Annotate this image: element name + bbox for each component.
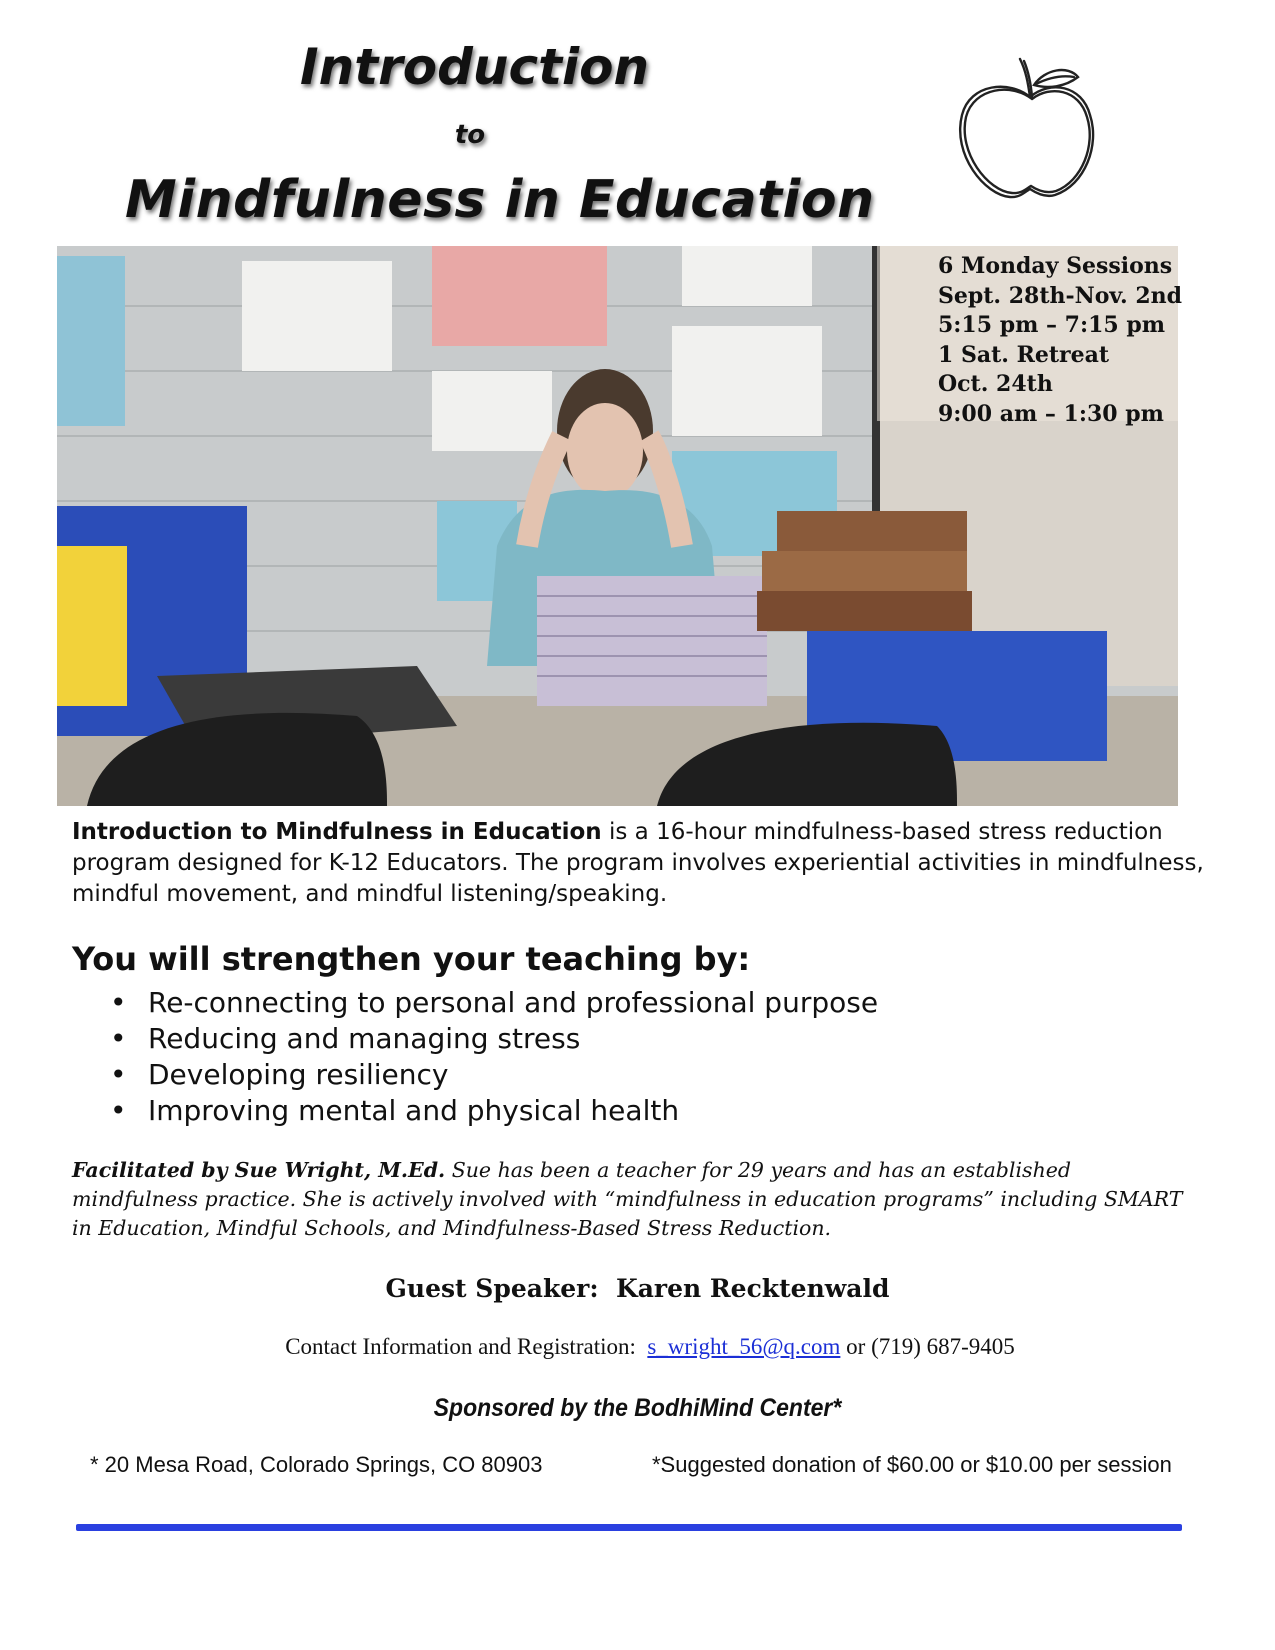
schedule-box	[938, 252, 1183, 429]
facilitator-text: Sue has been a teacher for 29 years and has an established mindfulness practice. She is actively involved with “mindfulness in education programs” including SMART in Education, Mindful Schools, and Mindfulness-Based Stress Reduction.	[72, 1158, 1183, 1240]
intro-paragraph	[72, 817, 1212, 910]
facilitator-bold: Facilitated by Sue Wright, M.Ed.	[72, 1158, 446, 1182]
title-line-3: Mindfulness in Education	[125, 170, 875, 230]
footer-rule	[76, 1524, 1182, 1531]
guest-speaker	[0, 1274, 1275, 1303]
list-item-text: Re-connecting to personal and professional purpose	[148, 986, 879, 1019]
donation-line: *Suggested donation of $60.00 or $10.00 per session	[652, 1452, 1172, 1477]
bullet: •	[110, 1058, 127, 1091]
list-item-text: Improving mental and physical health	[148, 1094, 680, 1127]
contact-line	[0, 1334, 1275, 1360]
contact-label: Contact Information and Registration:	[285, 1334, 636, 1359]
schedule-line: 5:15 pm – 7:15 pm	[938, 312, 1166, 338]
schedule-line: 1 Sat. Retreat	[938, 341, 1110, 368]
facilitator-paragraph	[72, 1156, 1202, 1243]
apple-sketch-icon	[950, 55, 1110, 205]
bullet: •	[110, 1022, 127, 1055]
phone-number: (719) 687-9405	[871, 1334, 1015, 1359]
bullet: •	[110, 986, 127, 1019]
guest-name: Karen Recktenwald	[616, 1274, 890, 1303]
list-item-text: Developing resiliency	[148, 1058, 449, 1091]
schedule-line: 9:00 am – 1:30 pm	[938, 400, 1164, 427]
list-item	[110, 985, 878, 1021]
schedule-line: Oct. 24th	[938, 371, 1053, 397]
list-item-text: Reducing and managing stress	[148, 1022, 581, 1055]
list-item	[110, 1021, 878, 1057]
schedule-line: Sept. 28th-Nov. 2nd	[938, 282, 1183, 309]
intro-text: is a 16-hour mindfulness-based stress reduction program designed for K-12 Educators. The program involves experiential activities in mindfulness, mindful movement, and mindful listening/speaking.	[72, 819, 1204, 907]
benefits-list	[110, 985, 878, 1129]
contact-connector: or	[846, 1334, 866, 1359]
schedule-line: 6 Monday Sessions	[938, 253, 1173, 279]
bullet: •	[110, 1094, 127, 1127]
sponsor-line: Sponsored by the BodhiMind Center*	[433, 1394, 842, 1422]
benefits-heading: You will strengthen your teaching by:	[72, 940, 751, 978]
address-line: * 20 Mesa Road, Colorado Springs, CO 80903	[90, 1452, 543, 1477]
email-link[interactable]: s_wright_56@q.com	[647, 1334, 841, 1359]
title-line-2: to	[454, 120, 486, 150]
list-item	[110, 1093, 878, 1129]
title-line-1: Introduction	[300, 38, 650, 96]
list-item	[110, 1057, 878, 1093]
intro-bold: Introduction to Mindfulness in Education	[72, 819, 602, 845]
guest-label: Guest Speaker:	[385, 1274, 599, 1303]
